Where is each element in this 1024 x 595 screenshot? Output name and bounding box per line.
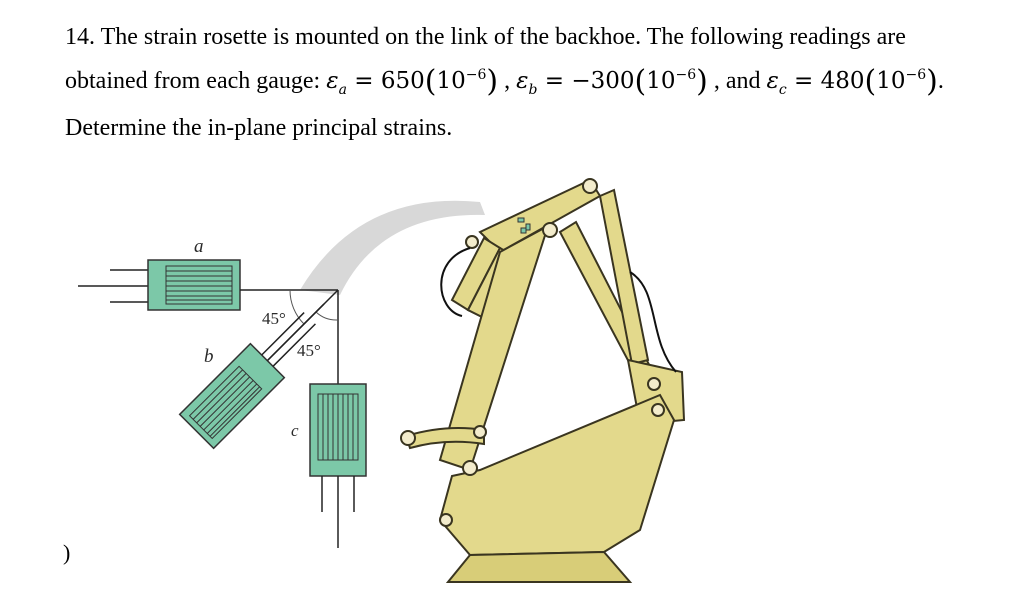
problem-line-1: 14. The strain rosette is mounted on the link of the backhoe. The following readings are (65, 24, 906, 50)
gauge-a-label: a (194, 236, 204, 257)
problem-line-3: Determine the in-plane principal strains. (65, 115, 453, 141)
angle-ab-label: 45° (262, 309, 286, 328)
angle-bc-label: 45° (297, 341, 321, 360)
gauge-c-label: c (291, 421, 299, 440)
strain-a-reading: $\varepsilon_a = 650(10^{-6})$ (326, 64, 499, 99)
location-arc (300, 201, 485, 295)
stray-paren: ) (63, 540, 71, 565)
problem-line-2-prefix: obtained from each gauge: (65, 68, 327, 94)
strain-c-reading: $\varepsilon_c = 480(10^{-6})$ (766, 64, 938, 99)
gauge-a (78, 260, 338, 310)
problem-line-2: obtained from each gauge: $\varepsilon_a = 650(10^{-6})$ , $\varepsilon_b = -300(10^{-6})$ , and $\varepsilon_c = 480(10^{-6})$. (65, 64, 944, 99)
strain-b-reading: $\varepsilon_b = -300(10^{-6})$ (516, 64, 708, 99)
gauge-c (310, 384, 366, 548)
gauge-b-label: b (204, 346, 214, 367)
